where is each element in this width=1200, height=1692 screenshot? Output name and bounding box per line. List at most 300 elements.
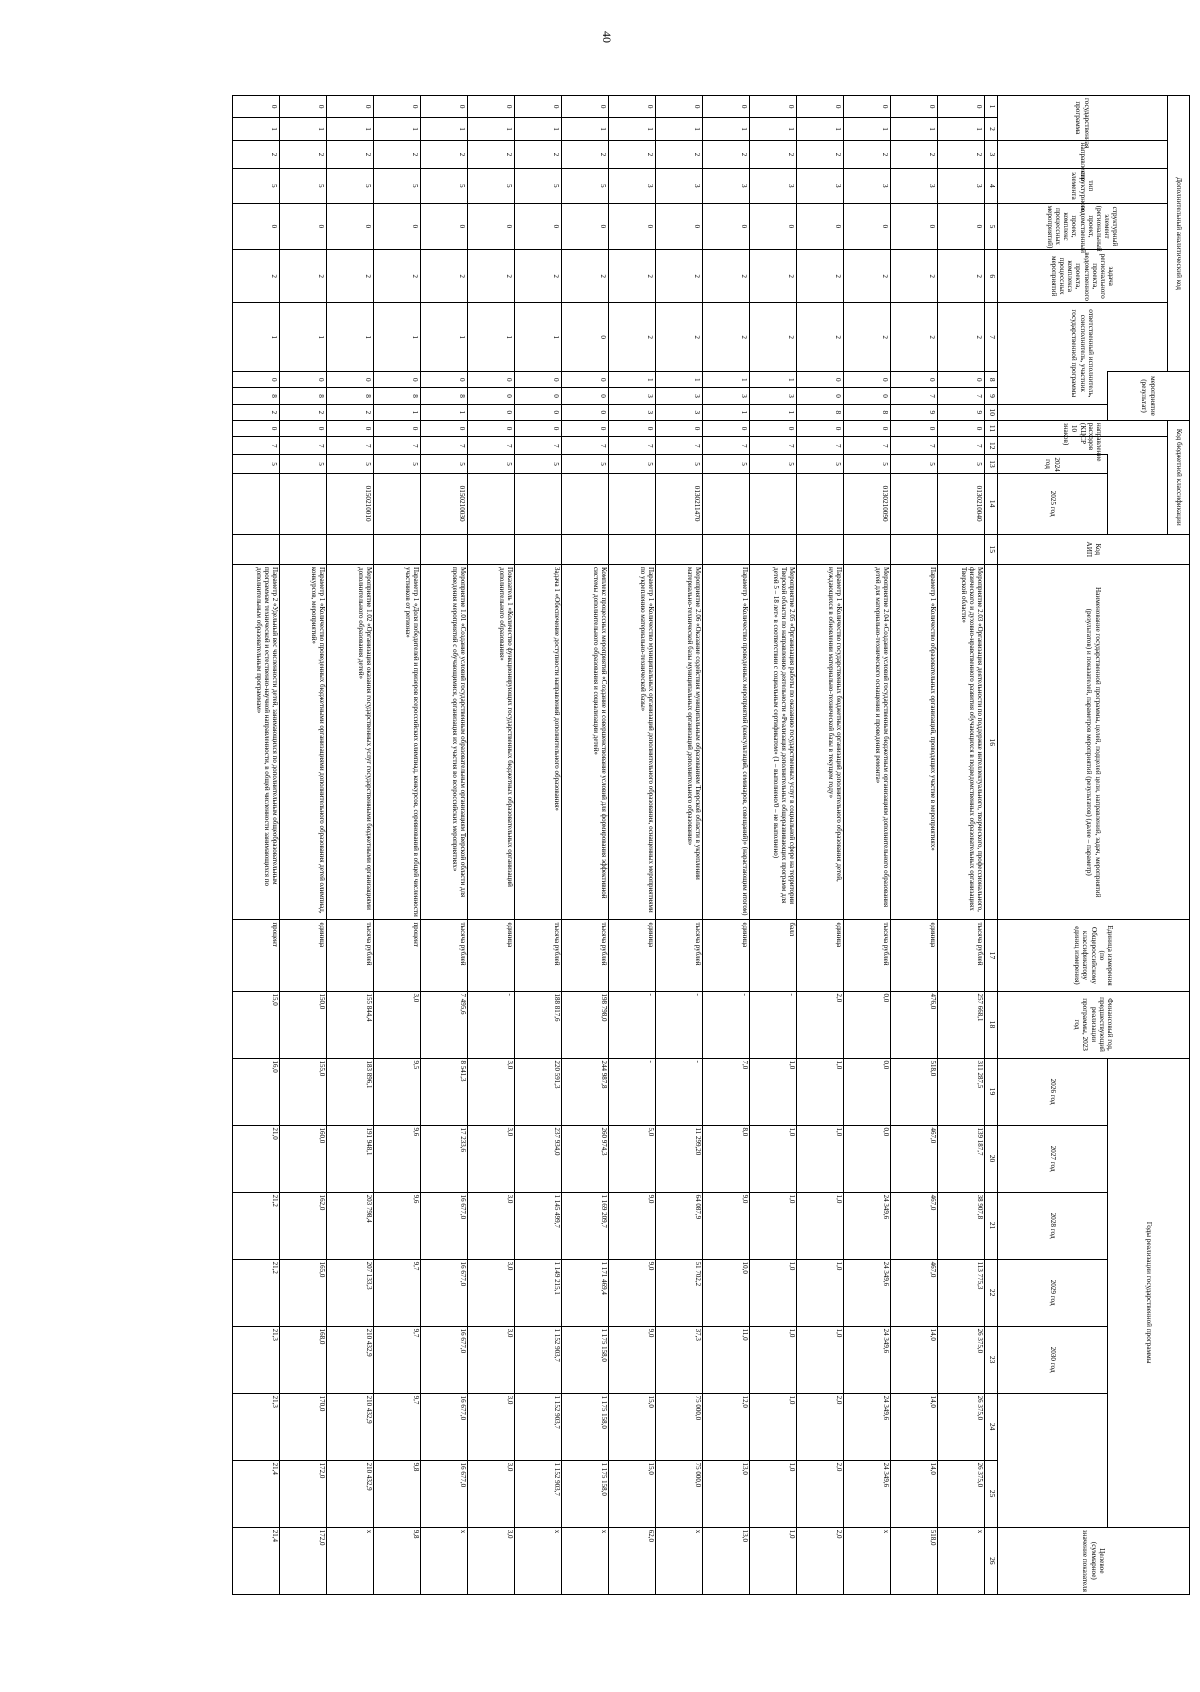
code-cell: 7 <box>938 437 985 455</box>
column-number: 6 <box>985 250 998 303</box>
fy-2023-cell: 3,0 <box>374 991 421 1058</box>
column-number: 19 <box>985 1058 998 1125</box>
code-cell: 2 <box>703 303 750 372</box>
code-cell: 0 <box>468 372 515 388</box>
year-value-cell: 162,0 <box>280 1192 327 1259</box>
aip-cell <box>750 534 797 564</box>
aip-cell <box>280 534 327 564</box>
code-cell: 0 <box>891 96 938 118</box>
code-cell: 2 <box>938 140 985 168</box>
year-value-cell: 3,0 <box>468 1058 515 1125</box>
code-cell: 5 <box>609 455 656 473</box>
event-header: мероприятие (результат) <box>1108 372 1190 421</box>
year-value-cell: 172,0 <box>280 1460 327 1527</box>
year-value-cell: 260 974,3 <box>562 1125 609 1192</box>
year-value-cell: 17 233,6 <box>421 1125 468 1192</box>
table-row <box>938 96 985 1595</box>
code-cell: 5 <box>233 455 280 473</box>
kcsr-cell <box>609 473 656 534</box>
code-cell: 0 <box>233 203 280 250</box>
code-cell: 2 <box>844 250 891 303</box>
code-cell: 5 <box>703 455 750 473</box>
code-cell: 5 <box>280 169 327 204</box>
code-cell: 8 <box>421 388 468 404</box>
column-number: 7 <box>985 303 998 372</box>
year-value-cell: 15,0 <box>609 1393 656 1460</box>
code-cell: 3 <box>656 169 703 204</box>
fy-2023-cell: 188 817,6 <box>515 991 562 1058</box>
code-cell: 5 <box>891 455 938 473</box>
year-value-cell: 9,8 <box>374 1460 421 1527</box>
code-cell: 0 <box>891 372 938 388</box>
column-number: 24 <box>985 1393 998 1460</box>
year-value-cell: 24 349,6 <box>844 1460 891 1527</box>
code-cell: 0 <box>421 203 468 250</box>
code-cell: 2 <box>797 140 844 168</box>
year-value-cell: 9,7 <box>374 1393 421 1460</box>
code-cell: 0 <box>609 96 656 118</box>
kcsr-cell <box>515 473 562 534</box>
aip-cell <box>703 534 750 564</box>
code-cell: 1 <box>374 118 421 140</box>
aip-cell <box>797 534 844 564</box>
year-value-cell: 11,0 <box>703 1326 750 1393</box>
year-value-cell: 9,7 <box>374 1259 421 1326</box>
code-cell: 0 <box>938 203 985 250</box>
aip-cell <box>468 534 515 564</box>
code-cell: 5 <box>515 169 562 204</box>
code-cell: 5 <box>468 169 515 204</box>
code-cell: 0 <box>750 203 797 250</box>
code-cell: 2 <box>656 250 703 303</box>
code-cell: 2 <box>797 303 844 372</box>
code-cell: 2 <box>280 404 327 420</box>
page-number: 40 <box>600 31 614 43</box>
year-value-cell: 14,0 <box>891 1393 938 1460</box>
column-number: 25 <box>985 1460 998 1527</box>
year-value-cell: 75 000,0 <box>656 1460 703 1527</box>
target-header: Целевое (суммарное) значение показателя <box>998 1527 1190 1594</box>
table-row <box>844 96 891 1595</box>
table-body <box>233 96 985 1595</box>
code-cell: 3 <box>750 388 797 404</box>
year-value-cell: 9,0 <box>609 1192 656 1259</box>
kcsr-cell <box>374 473 421 534</box>
code-cell: 2 <box>844 140 891 168</box>
code-cell: 3 <box>703 169 750 204</box>
column-number: 14 <box>985 473 998 534</box>
kcsr-cell: 0150210010 <box>327 473 374 534</box>
name-cell: Параметр 1 «Количество муниципальных организаций дополнительного образования, оснащенных мероприятиями по укреплению материально-технической базы» <box>609 565 656 920</box>
aip-cell <box>233 534 280 564</box>
code-cell: 0 <box>327 203 374 250</box>
budget-code-header: Код бюджетной классификации <box>1168 420 1190 534</box>
code-cell: 7 <box>844 437 891 455</box>
year-value-cell: 220 591,3 <box>515 1058 562 1125</box>
code-cell: 0 <box>797 372 844 388</box>
year-value-cell: 1 175 158,0 <box>562 1393 609 1460</box>
name-cell: Мероприятие 2.05 «Организация работы по оказанию государственных услуг в социальной сфере на территории Тверской области по направлению деятельности «Реализация дополнительных общеразвивающих программ для детей 5 – 18 лет» в соответствии с социальным сертификатом» (1 – выполнено/0 – не выполнено) <box>750 565 797 920</box>
code-cell: 0 <box>703 420 750 436</box>
code-cell: 8 <box>844 404 891 420</box>
code-cell: 3 <box>609 404 656 420</box>
name-cell: Мероприятие 1.02 «Организация оказания государственных услуг государственными бюджетными организациями дополнительного образования детей» <box>327 565 374 920</box>
code-cell: 5 <box>656 455 703 473</box>
code-cell: 7 <box>233 437 280 455</box>
column-number: 11 <box>985 420 998 436</box>
code-cell: 0 <box>844 420 891 436</box>
code-cell: 8 <box>327 388 374 404</box>
year-value-cell: 191 948,1 <box>327 1125 374 1192</box>
code-cell: 3 <box>609 388 656 404</box>
code-cell: 2 <box>750 250 797 303</box>
code-cell: 0 <box>562 303 609 372</box>
code-cell: 7 <box>421 437 468 455</box>
code-cell: 8 <box>233 388 280 404</box>
column-number: 17 <box>985 920 998 991</box>
code-cell: 0 <box>421 96 468 118</box>
code-cell: 0 <box>656 420 703 436</box>
code-cell: 0 <box>562 203 609 250</box>
code-cell: 0 <box>374 372 421 388</box>
code-cell: 2 <box>374 250 421 303</box>
year-value-cell: 26 375,0 <box>938 1326 985 1393</box>
code-cell: 2 <box>656 303 703 372</box>
code-cell: 2 <box>891 303 938 372</box>
code-cell: 7 <box>327 437 374 455</box>
code-cell: 2 <box>891 140 938 168</box>
column-number: 10 <box>985 404 998 420</box>
year-value-cell: 1,0 <box>797 1058 844 1125</box>
code-cell: 1 <box>891 118 938 140</box>
code-cell: 0 <box>515 388 562 404</box>
code-cell: 7 <box>891 388 938 404</box>
code-cell: 0 <box>609 420 656 436</box>
code-cell: 0 <box>562 388 609 404</box>
year-value-cell: 139 187,7 <box>938 1125 985 1192</box>
target-cell: 21,4 <box>233 1527 280 1594</box>
code-cell: 7 <box>515 437 562 455</box>
code-cell: 3 <box>938 169 985 204</box>
year-value-cell: 8,0 <box>703 1125 750 1192</box>
target-cell: х <box>656 1527 703 1594</box>
year-value-cell: 10,0 <box>703 1259 750 1326</box>
year-value-cell: 207 133,3 <box>327 1259 374 1326</box>
code-cell: 1 <box>797 118 844 140</box>
code-cell: 0 <box>891 420 938 436</box>
code-cell: 0 <box>797 420 844 436</box>
kcsr-cell <box>703 473 750 534</box>
code-cell: 1 <box>280 118 327 140</box>
year-value-cell: 2,0 <box>797 1460 844 1527</box>
unit-cell: тысяча рублей <box>515 920 562 991</box>
year-value-cell: 1 175 158,0 <box>562 1326 609 1393</box>
code-cell: 0 <box>327 372 374 388</box>
code-cell: 0 <box>515 96 562 118</box>
year-value-cell: 12,0 <box>703 1393 750 1460</box>
code-cell: 0 <box>374 203 421 250</box>
target-cell: 1,0 <box>750 1527 797 1594</box>
code-cell: 5 <box>327 169 374 204</box>
year-2030-header: 2030 год <box>998 1326 1108 1393</box>
column-number: 26 <box>985 1527 998 1594</box>
year-value-cell: 210 432,9 <box>327 1460 374 1527</box>
year-value-cell: 467,0 <box>891 1192 938 1259</box>
year-value-cell: 165,0 <box>280 1259 327 1326</box>
year-value-cell: 51 702,2 <box>656 1259 703 1326</box>
year-value-cell: 9,0 <box>703 1192 750 1259</box>
code-cell: 1 <box>656 118 703 140</box>
code-cell: 1 <box>374 404 421 420</box>
year-value-cell: 9,0 <box>609 1326 656 1393</box>
year-value-cell: 9,0 <box>609 1259 656 1326</box>
column-number: 5 <box>985 203 998 250</box>
code-cell: 7 <box>938 388 985 404</box>
year-value-cell: 1 152 903,7 <box>515 1460 562 1527</box>
name-cell: Параметр 1 «Количество государственных бюджетных организаций дополнительного образования детей, нуждающихся в обновлении материально-технической базы в текущем году» <box>797 565 844 920</box>
year-value-cell: 1 145 499,7 <box>515 1192 562 1259</box>
aip-cell <box>844 534 891 564</box>
code-cell: 2 <box>327 140 374 168</box>
code-cell: 7 <box>750 437 797 455</box>
fy-2023-cell: 7 495,6 <box>421 991 468 1058</box>
table-row <box>656 96 703 1595</box>
year-value-cell: 210 432,9 <box>327 1326 374 1393</box>
code-cell: 0 <box>233 96 280 118</box>
year-value-cell: - <box>609 1058 656 1125</box>
code-cell: 1 <box>421 303 468 372</box>
code-cell: 7 <box>891 437 938 455</box>
fy-2023-cell: - <box>468 991 515 1058</box>
code-cell: 3 <box>609 169 656 204</box>
year-value-cell: 467,0 <box>891 1259 938 1326</box>
target-cell: 13,0 <box>703 1527 750 1594</box>
name-cell: Мероприятие 1.01 «Создание условий государственным образовательным организациям Тверской области для проведения мероприятий с обучающимися, организация их участия во всероссийских мероприятиях» <box>421 565 468 920</box>
code-cell: 1 <box>609 372 656 388</box>
table-row <box>750 96 797 1595</box>
year-value-cell: 16,0 <box>233 1058 280 1125</box>
kcsr-cell <box>233 473 280 534</box>
code-cell: 1 <box>327 118 374 140</box>
year-value-cell: 5,0 <box>609 1125 656 1192</box>
code-cell: 2 <box>233 250 280 303</box>
fy-2023-cell: 2,0 <box>797 991 844 1058</box>
code-cell: 7 <box>703 437 750 455</box>
code-cell: 0 <box>562 96 609 118</box>
code-cell: 5 <box>468 455 515 473</box>
program-table <box>232 95 1190 1595</box>
year-value-cell: 21,3 <box>233 1326 280 1393</box>
code-cell: 2 <box>750 303 797 372</box>
code-cell: 2 <box>421 250 468 303</box>
code-cell: 0 <box>938 372 985 388</box>
code-cell: 0 <box>421 420 468 436</box>
kcsr-cell <box>468 473 515 534</box>
aip-header: Код АИП <box>998 534 1190 564</box>
code-cell: 9 <box>938 404 985 420</box>
code-cell: 0 <box>844 372 891 388</box>
code-cell: 0 <box>374 420 421 436</box>
kcsr-cell: 0130210090 <box>844 473 891 534</box>
code-cell: 7 <box>609 437 656 455</box>
unit-cell: балл <box>750 920 797 991</box>
year-value-cell: 3,0 <box>468 1460 515 1527</box>
aip-cell <box>938 534 985 564</box>
code-cell: 1 <box>750 404 797 420</box>
kcsr-cell <box>280 473 327 534</box>
code-cell: 0 <box>797 203 844 250</box>
year-value-cell: 14,0 <box>891 1460 938 1527</box>
code-cell: 0 <box>844 203 891 250</box>
target-cell: 518,0 <box>891 1527 938 1594</box>
target-cell: 172,0 <box>280 1527 327 1594</box>
year-value-cell: 244 987,8 <box>562 1058 609 1125</box>
code-cell: 0 <box>468 203 515 250</box>
year-value-cell: 15,0 <box>609 1460 656 1527</box>
code-cell: 0 <box>797 96 844 118</box>
code-cell: 0 <box>703 96 750 118</box>
table-row <box>233 96 280 1595</box>
column-number: 16 <box>985 565 998 920</box>
code-cell: 5 <box>938 455 985 473</box>
unit-cell: тысяча рублей <box>562 920 609 991</box>
code-cell: 2 <box>609 140 656 168</box>
fy-2023-cell: 476,0 <box>891 991 938 1058</box>
code-cell: 1 <box>703 118 750 140</box>
column-number: 1 <box>985 96 998 118</box>
year-value-cell: 38 907,8 <box>938 1192 985 1259</box>
year-value-cell: 1,0 <box>750 1125 797 1192</box>
year-value-cell: 3,0 <box>468 1259 515 1326</box>
name-header: Наименование государственной программы, целей, подцелей цели, направлений, задач, мероприятий (результатов) и показателей, параметров мероприятий (результатов) (далее – параметр) <box>998 565 1190 920</box>
year-value-cell: 24 349,6 <box>844 1259 891 1326</box>
year-value-cell: 1 149 215,1 <box>515 1259 562 1326</box>
target-cell: 2,0 <box>797 1527 844 1594</box>
year-value-cell: 0,0 <box>844 1125 891 1192</box>
year-value-cell: 26 375,0 <box>938 1460 985 1527</box>
year-value-cell: 1 152 903,7 <box>515 1326 562 1393</box>
year-value-cell: 1,0 <box>750 1058 797 1125</box>
year-value-cell: 1 175 158,0 <box>562 1460 609 1527</box>
code-cell: 2 <box>327 250 374 303</box>
code-cell: 2 <box>750 140 797 168</box>
aip-cell <box>515 534 562 564</box>
code-cell: 0 <box>562 404 609 420</box>
code-cell: 5 <box>374 455 421 473</box>
fy-2023-cell: 15,0 <box>233 991 280 1058</box>
year-value-cell: 75 000,0 <box>656 1393 703 1460</box>
year-2027-header: 2027 год <box>998 1125 1108 1192</box>
column-number: 21 <box>985 1192 998 1259</box>
year-value-cell: 16 677,0 <box>421 1393 468 1460</box>
program-header: государственная программа <box>998 96 1168 141</box>
year-value-cell: 16 677,0 <box>421 1460 468 1527</box>
year-value-cell: 168,0 <box>280 1326 327 1393</box>
year-value-cell: 37,3 <box>656 1326 703 1393</box>
column-number: 13 <box>985 455 998 473</box>
year-value-cell: 0,0 <box>844 1058 891 1125</box>
unit-header: Единица измерения (по Общероссийскому классификатору единиц измерения) <box>998 920 1190 991</box>
aip-cell <box>421 534 468 564</box>
table-row <box>609 96 656 1595</box>
executor-header: ответственный исполнитель, соисполнитель, участник государственной программы <box>998 303 1168 405</box>
code-cell: 1 <box>468 303 515 372</box>
year-value-cell: 24 349,6 <box>844 1192 891 1259</box>
unit-cell: процент <box>374 920 421 991</box>
year-value-cell: 21,0 <box>233 1125 280 1192</box>
table-row <box>468 96 515 1595</box>
year-2028-header: 2028 год <box>998 1192 1108 1259</box>
table-row <box>891 96 938 1595</box>
fy-2023-cell: - <box>656 991 703 1058</box>
column-number: 12 <box>985 437 998 455</box>
column-number: 4 <box>985 169 998 204</box>
code-cell: 0 <box>468 96 515 118</box>
name-cell: Показатель 1 «Количество функционирующих государственных бюджетных образовательных организаций дополнительного образования» <box>468 565 515 920</box>
code-cell: 2 <box>280 250 327 303</box>
year-value-cell: 16 677,0 <box>421 1259 468 1326</box>
code-cell: 8 <box>797 404 844 420</box>
year-value-cell: 24 349,6 <box>844 1393 891 1460</box>
year-value-cell: 1,0 <box>797 1259 844 1326</box>
name-cell: Параметр 1 «Количество проведенных мероприятий (консультаций, семинаров, совещаний)» (нарастающим итогом) <box>703 565 750 920</box>
code-cell: 5 <box>844 455 891 473</box>
code-cell: 1 <box>703 372 750 388</box>
code-cell: 1 <box>280 303 327 372</box>
fy-2023-header: Финансовый год, предшествующий реализации программы, 2023 год <box>998 991 1190 1058</box>
code-cell: 3 <box>703 388 750 404</box>
kcsr-cell <box>797 473 844 534</box>
code-cell: 1 <box>844 118 891 140</box>
year-value-cell: 1,0 <box>750 1460 797 1527</box>
column-number: 8 <box>985 372 998 388</box>
code-cell: 5 <box>562 455 609 473</box>
code-cell: 2 <box>468 140 515 168</box>
unit-cell: тысяча рублей <box>327 920 374 991</box>
code-cell: 2 <box>421 140 468 168</box>
code-cell: 0 <box>938 420 985 436</box>
column-number: 2 <box>985 118 998 140</box>
year-2026-header: 2026 год <box>998 1058 1108 1125</box>
table-row <box>374 96 421 1595</box>
code-cell: 1 <box>750 372 797 388</box>
code-cell: 2 <box>515 250 562 303</box>
code-cell: 0 <box>327 96 374 118</box>
column-number: 23 <box>985 1326 998 1393</box>
year-value-cell: 16 677,0 <box>421 1192 468 1259</box>
year-value-cell: 21,2 <box>233 1192 280 1259</box>
year-2029-header: 2029 год <box>998 1259 1108 1326</box>
year-value-cell: 1 171 469,4 <box>562 1259 609 1326</box>
fy-2023-cell: 198 798,0 <box>562 991 609 1058</box>
target-cell: х <box>844 1527 891 1594</box>
code-cell: 0 <box>280 96 327 118</box>
code-cell: 5 <box>750 455 797 473</box>
code-cell: 1 <box>233 303 280 372</box>
year-value-cell: 467,0 <box>891 1125 938 1192</box>
code-cell: 0 <box>844 388 891 404</box>
years-group-header: Годы реализации государственной программы <box>1108 1058 1190 1527</box>
code-cell: 2 <box>515 140 562 168</box>
name-cell: Параметр 1 «Количество проведенных бюджетными организациями дополнительного образования детей олимпиад, конкурсов, мероприятий» <box>280 565 327 920</box>
code-cell: 2 <box>656 140 703 168</box>
year-value-cell: - <box>656 1058 703 1125</box>
table-row <box>280 96 327 1595</box>
code-cell: 5 <box>797 455 844 473</box>
code-cell: 2 <box>703 140 750 168</box>
year-value-cell: 183 896,1 <box>327 1058 374 1125</box>
year-value-cell: 518,0 <box>891 1058 938 1125</box>
